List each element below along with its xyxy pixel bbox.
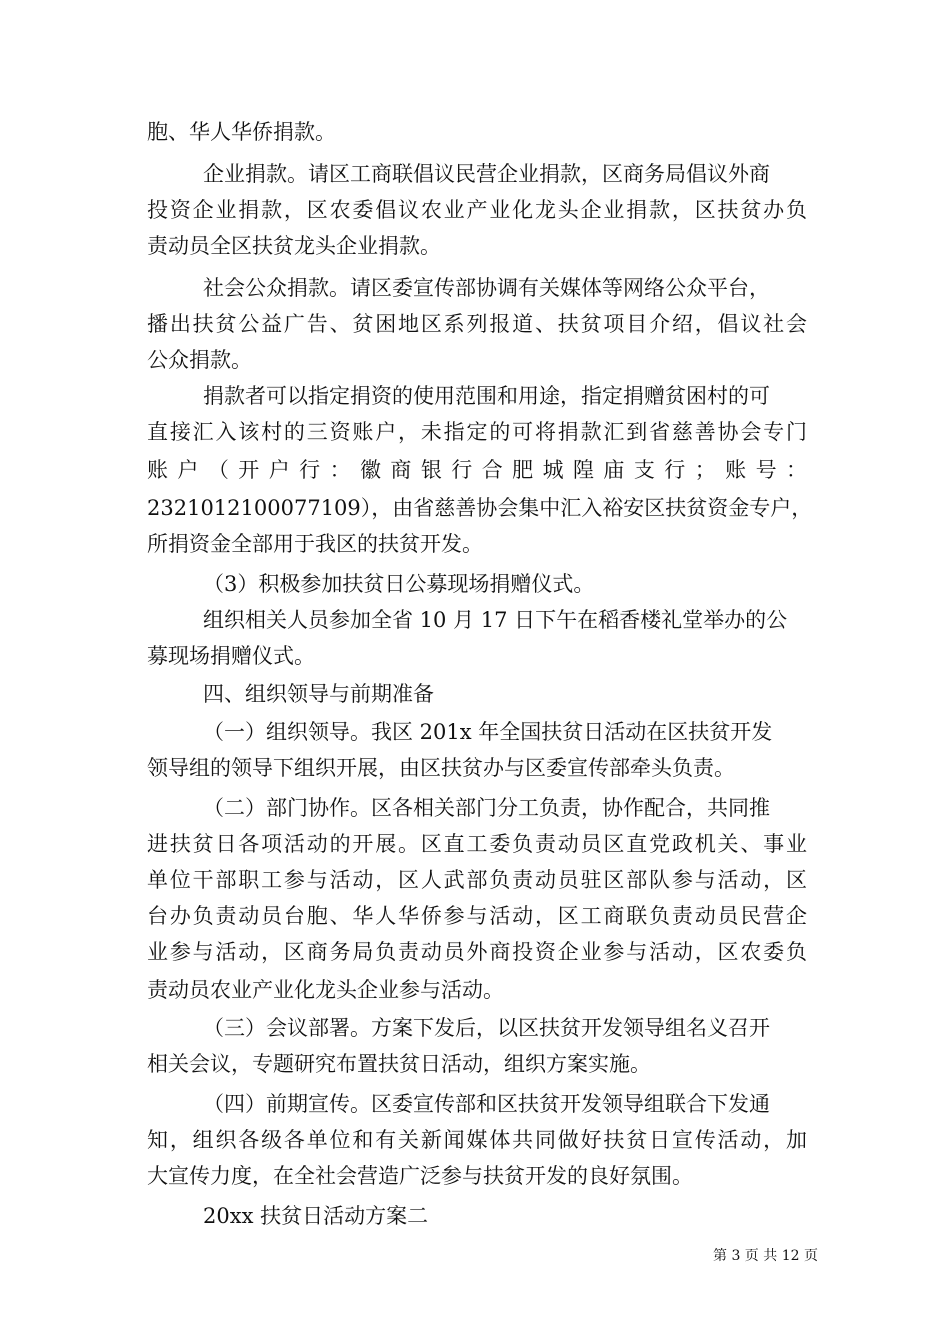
text-line: （三）会议部署。方案下发后，以区扶贫开发领导组名义召开 — [203, 1016, 770, 1040]
text-line: 胞、华人华侨捐款。 — [147, 120, 336, 144]
text-line: 捐款者可以指定捐资的使用范围和用途，指定捐赠贫困村的可 — [203, 384, 770, 408]
text-line: 企业捐款。请区工商联倡议民营企业捐款，区商务局倡议外商 — [203, 162, 770, 186]
text-line: 所捐资金全部用于我区的扶贫开发。 — [147, 532, 483, 556]
text-line: 2321012100077109），由省慈善协会集中汇入裕安区扶贫资金专户， — [147, 496, 813, 520]
text-line: 大宣传力度，在全社会营造广泛参与扶贫开发的良好氛围。 — [147, 1164, 693, 1188]
text-line: 公众捐款。 — [147, 348, 252, 372]
text-line: 单位干部职工参与活动，区人武部负责动员驻区部队参与活动，区 — [147, 868, 807, 892]
text-line: 领导组的领导下组织开展，由区扶贫办与区委宣传部牵头负责。 — [147, 756, 735, 780]
text-line: 责动员全区扶贫龙头企业捐款。 — [147, 234, 441, 258]
text-line: （四）前期宣传。区委宣传部和区扶贫开发领导组联合下发通 — [203, 1092, 770, 1116]
text-line: （3）积极参加扶贫日公募现场捐赠仪式。 — [203, 572, 595, 596]
text-line: 组织相关人员参加全省 10 月 17 日下午在稻香楼礼堂举办的公 — [203, 608, 788, 632]
text-line: 投资企业捐款，区农委倡议农业产业化龙头企业捐款，区扶贫办负 — [147, 198, 807, 222]
text-line: 相关会议，专题研究布置扶贫日活动，组织方案实施。 — [147, 1052, 651, 1076]
text-line: 台办负责动员台胞、华人华侨参与活动，区工商联负责动员民营企 — [147, 904, 807, 928]
text-line: 责动员农业产业化龙头企业参与活动。 — [147, 978, 504, 1002]
text-line: （二）部门协作。区各相关部门分工负责，协作配合，共同推 — [203, 796, 770, 820]
text-line: 知，组织各级各单位和有关新闻媒体共同做好扶贫日宣传活动，加 — [147, 1128, 807, 1152]
text-line: 进扶贫日各项活动的开展。区直工委负责动员区直党政机关、事业 — [147, 832, 807, 856]
text-line: 业参与活动，区商务局负责动员外商投资企业参与活动，区农委负 — [147, 940, 807, 964]
text-line: 播出扶贫公益广告、贫困地区系列报道、扶贫项目介绍，倡议社会 — [147, 312, 807, 336]
section-heading: 20xx 扶贫日活动方案二 — [203, 1204, 429, 1228]
text-line: 社会公众捐款。请区委宣传部协调有关媒体等网络公众平台， — [203, 276, 770, 300]
text-line: 直接汇入该村的三资账户，未指定的可将捐款汇到省慈善协会专门 — [147, 420, 807, 444]
text-line: 募现场捐赠仪式。 — [147, 644, 315, 668]
text-line: （一）组织领导。我区 201x 年全国扶贫日活动在区扶贫开发 — [203, 720, 773, 744]
section-heading: 四、组织领导与前期准备 — [203, 682, 434, 706]
page-number: 第 3 页 共 12 页 — [713, 1248, 818, 1264]
text-line: 账户（开户行：徽商银行合肥城隍庙支行；账号： — [147, 458, 807, 482]
